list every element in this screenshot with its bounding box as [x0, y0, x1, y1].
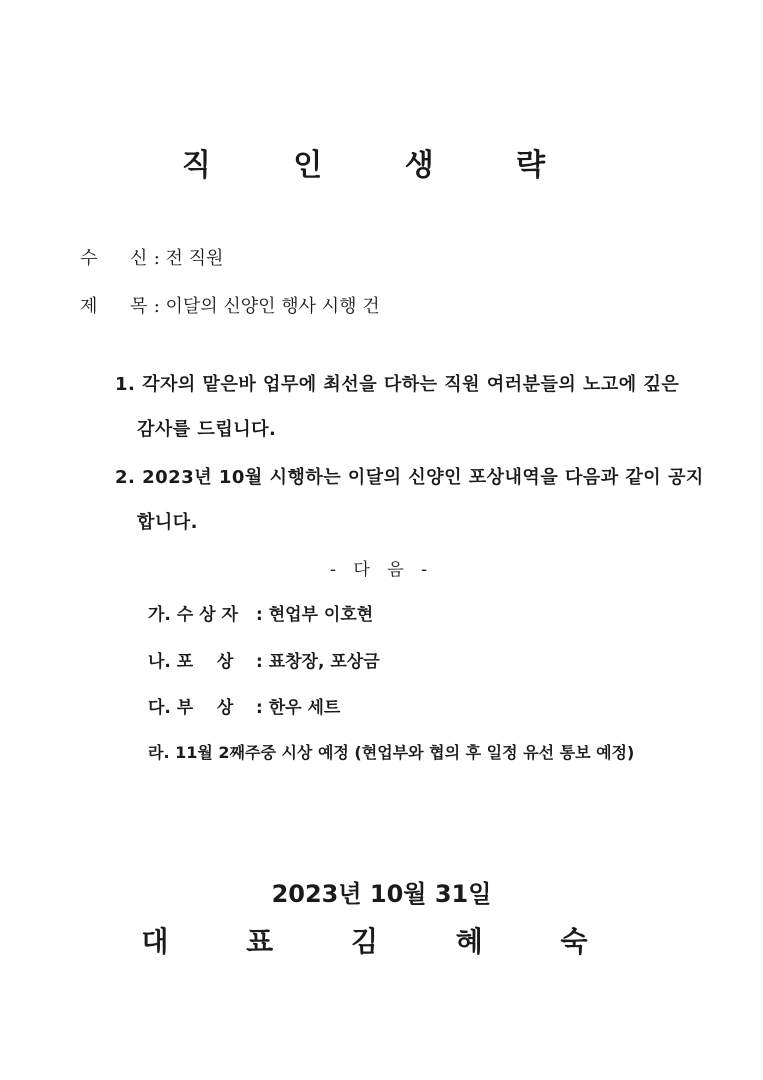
item-value: : 한우 세트 [256, 698, 341, 718]
subject-value: : 이달의 신양인 행사 시행 건 [153, 296, 380, 317]
item-key: 다. 부 상 [148, 698, 234, 718]
recipient-label-b: 신 [130, 248, 148, 269]
item-award [148, 647, 380, 672]
paragraph-1-line-2: 감사를 드립니다. [137, 419, 277, 440]
paragraph-2-line-1: 2. 2023년 10월 시행하는 이달의 신양인 포상내역을 다음과 같이 공지 [115, 467, 704, 488]
document-title: 직 인 생 략 [181, 148, 582, 183]
recipient-label-a: 수 [80, 248, 98, 269]
signer-name: 대 표 김 혜 숙 [141, 925, 622, 958]
document-date: 2023년 10월 31일 [271, 880, 492, 908]
subject-label-a: 제 [80, 296, 98, 317]
item-key: 나. 포 상 [148, 652, 234, 672]
recipient-value: : 전 직원 [153, 248, 224, 269]
paragraph-1-line-1: 1. 각자의 맡은바 업무에 최선을 다하는 직원 여러분들의 노고에 깊은 [115, 374, 680, 395]
item-schedule [148, 740, 634, 763]
item-key: 라. 11월 2째주중 시상 예정 (현업부와 협의 후 일정 유선 통보 예정) [148, 743, 635, 762]
item-extra-prize [148, 693, 340, 718]
recipient-line [80, 244, 223, 270]
item-value: : 표창장, 포상금 [256, 652, 380, 672]
item-awardee [148, 600, 373, 625]
subject-line [80, 292, 380, 318]
next-heading: - 다 음 - [329, 560, 434, 580]
subject-label-b: 목 [130, 296, 148, 317]
item-value: : 현업부 이호현 [256, 605, 374, 625]
paragraph-2-line-2: 합니다. [137, 512, 199, 533]
item-key: 가. 수 상 자 [148, 605, 238, 625]
